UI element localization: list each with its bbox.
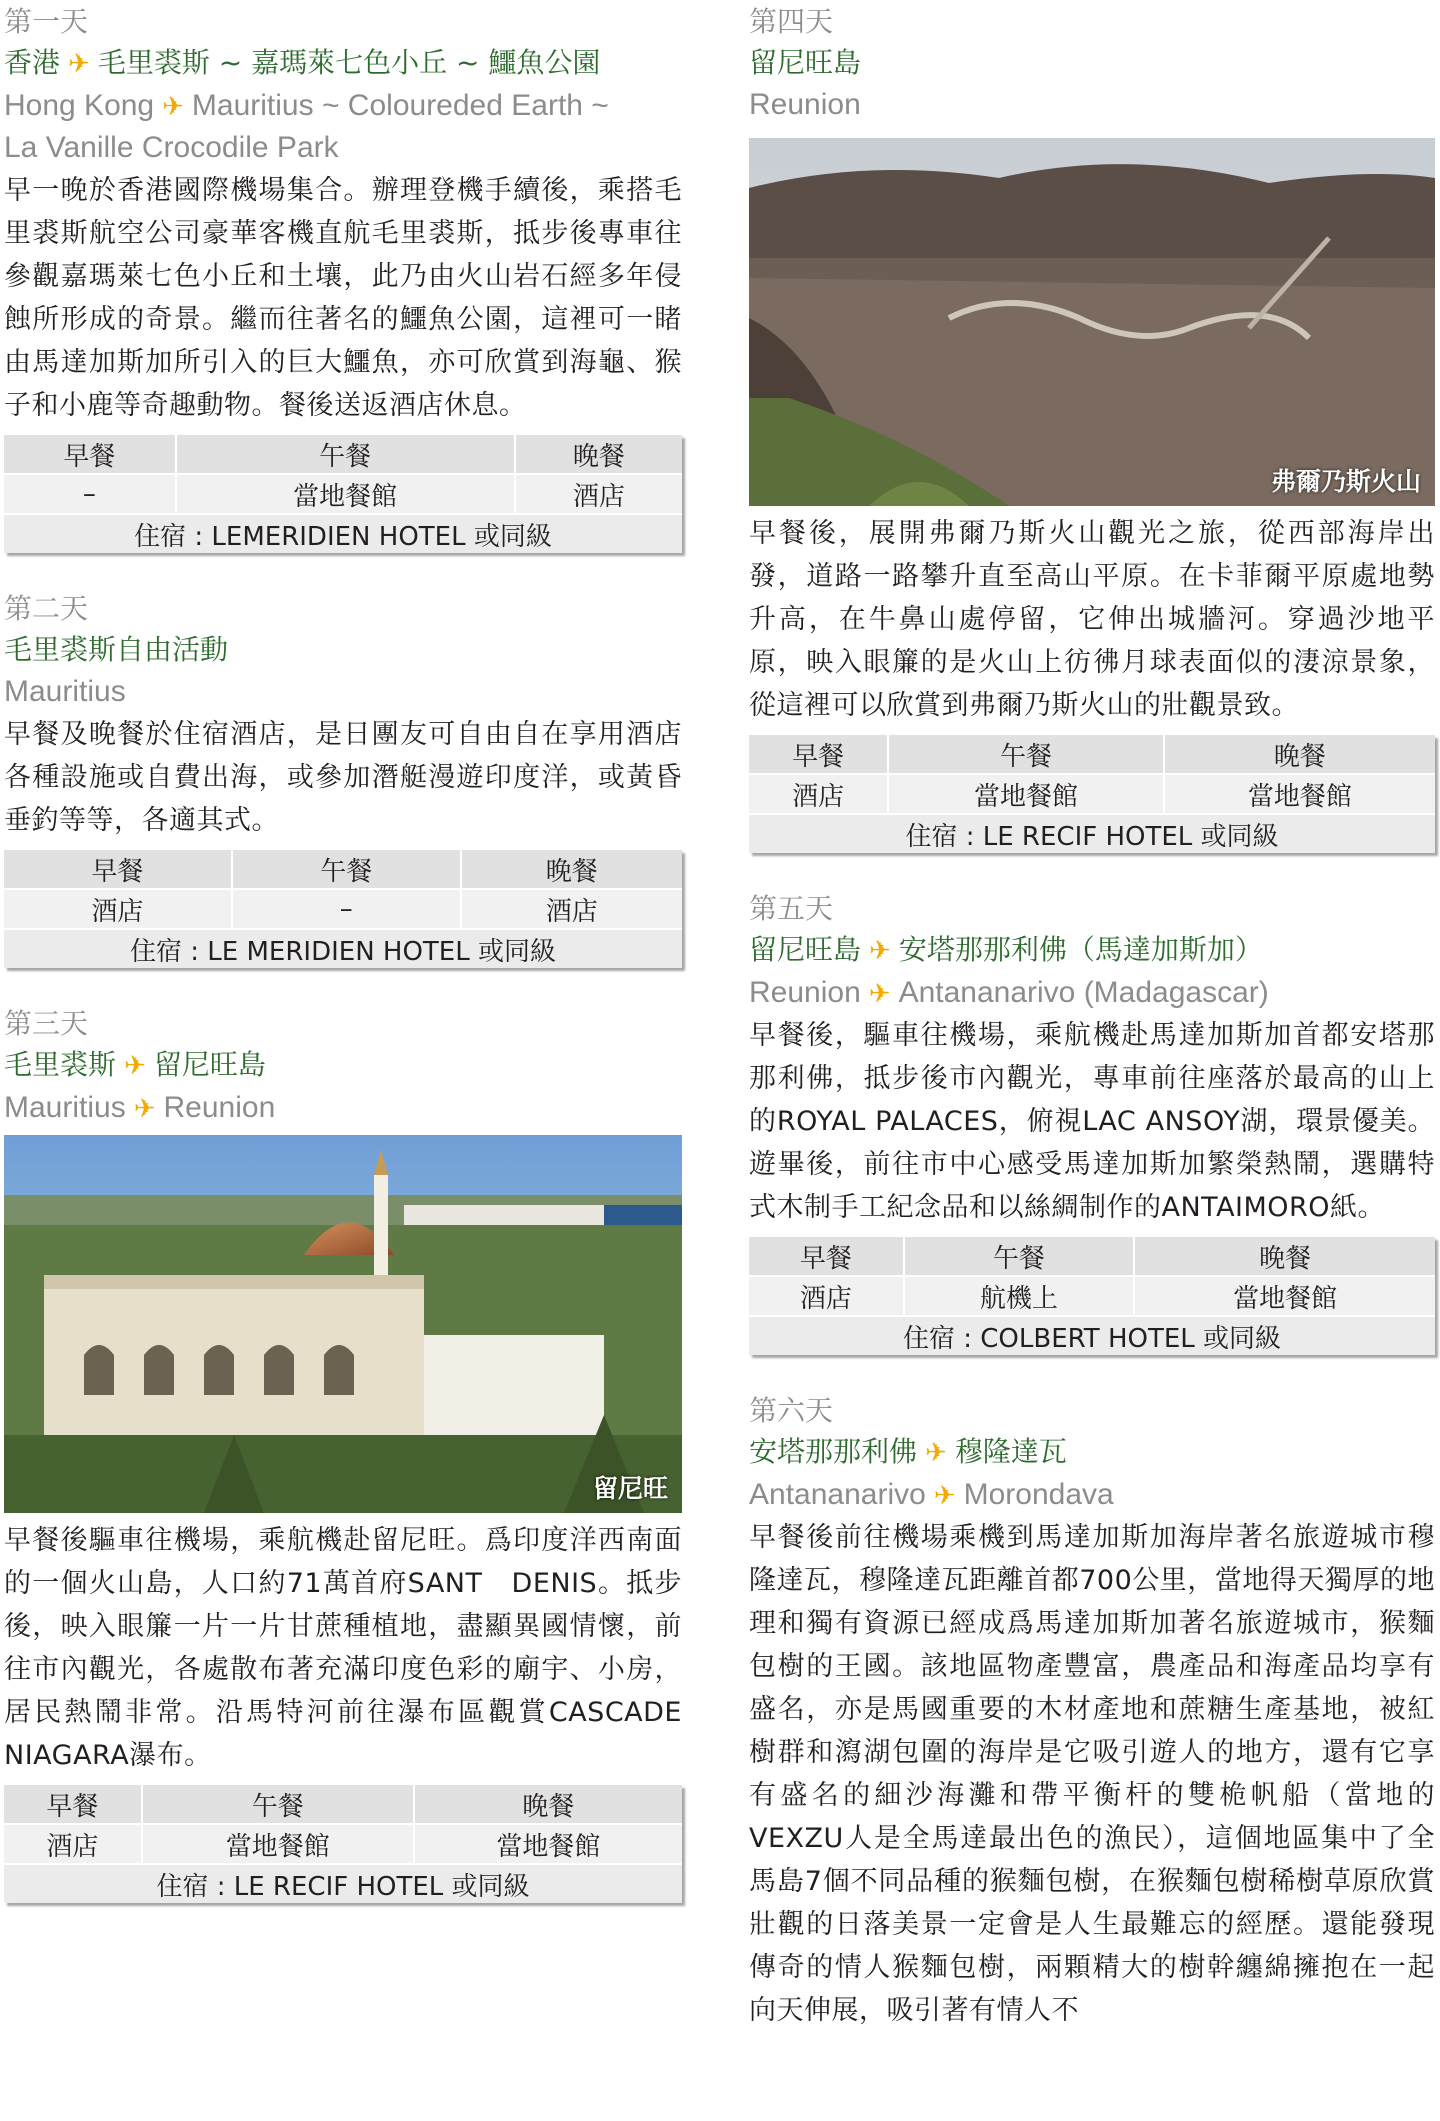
meal-table [4,1785,682,1903]
route-chinese [4,42,682,85]
route-origin-en: Hong Kong [4,89,155,122]
route-destination: 毛里裘斯 ~ 嘉瑪萊七色小丘 ~ 鱷魚公園 [97,46,601,79]
day-description: 早餐後，展開弗爾乃斯火山觀光之旅，從西部海岸出發，道路一路攀升直至高山平原。在卡菲爾平原處地勢升高，在牛鼻山處停留，它伸出城牆河。穿過沙地平原，映入眼簾的是火山上彷彿月球表面似的淒涼景象，從這裡可以欣賞到弗爾乃斯火山的壯觀景致。 [749,518,1435,721]
mosque-photo [4,1135,682,1513]
meal-header-lunch: 午餐 [177,435,516,475]
meal-header-dinner: 晚餐 [1135,1237,1435,1277]
airplane-icon: ✈ [868,978,891,1008]
route-origin-en: Reunion [749,976,861,1009]
meal-breakfast: – [4,475,177,515]
meal-header-dinner: 晚餐 [415,1785,682,1825]
route-destination: 穆隆達瓦 [954,1435,1067,1468]
route-origin-en: Antananarivo [749,1478,926,1511]
route-english [749,1474,1435,1516]
airplane-icon: ✈ [869,936,891,966]
route-chinese [4,1044,682,1087]
route-chinese: 留尼旺島 [749,46,862,79]
route-english [4,85,682,127]
meal-lunch: 航機上 [905,1277,1136,1317]
accommodation: 住宿 : COLBERT HOTEL 或同級 [749,1317,1435,1355]
meal-header-breakfast: 早餐 [749,735,889,775]
route-english: Reunion [749,88,861,121]
route-destination: 安塔那那利佛（馬達加斯加） [898,933,1263,966]
meal-table [4,850,682,968]
meal-dinner: 酒店 [462,890,682,930]
route-destination-en: Antananarivo (Madagascar) [898,976,1269,1009]
meal-breakfast: 酒店 [749,1277,905,1317]
day-6 [749,1391,1435,2032]
left-column [4,0,682,1903]
meal-lunch: 當地餐館 [143,1825,415,1865]
meal-header-lunch: 午餐 [905,1237,1136,1277]
airplane-icon: ✈ [133,1093,156,1123]
route-origin: 毛里裘斯 [4,1048,117,1081]
meal-header-breakfast: 早餐 [4,850,233,890]
day-description: 早餐及晚餐於住宿酒店，是日團友可自由自在享用酒店各種設施或自費出海，或參加潛艇漫遊印度洋，或黃昏垂釣等等，各適其式。 [4,719,682,836]
meal-lunch: 當地餐館 [177,475,516,515]
photo-caption: 弗爾乃斯火山 [1270,467,1421,496]
meal-header-lunch: 午餐 [889,735,1164,775]
volcano-illustration [749,138,1435,506]
meal-table [4,435,682,553]
photo-caption: 留尼旺 [592,1474,668,1503]
meal-header-breakfast: 早餐 [749,1237,905,1277]
mosque-illustration [4,1135,682,1513]
airplane-icon: ✈ [68,49,90,79]
day-label: 第六天 [749,1394,834,1427]
meal-header-breakfast: 早餐 [4,1785,143,1825]
accommodation: 住宿 : LE MERIDIEN HOTEL 或同級 [4,930,682,968]
meal-lunch: 當地餐館 [889,775,1164,815]
route-origin: 安塔那那利佛 [749,1435,918,1468]
meal-table [749,735,1435,853]
route-chinese [749,929,1435,972]
day-description: 早餐後前往機場乘機到馬達加斯加海岸著名旅遊城市穆隆達瓦，穆隆達瓦距離首都700公里，當地得天獨厚的地理和獨有資源已經成爲馬達加斯加著名旅遊城市，猴麵包樹的王國。該地區物產豐富，農產品和海產品均享有盛名，亦是馬國重要的木材產地和蔗糖生產基地，被紅樹群和瀉湖包圍的海岸是它吸引遊人的地方，還有它享有盛名的細沙海灘和帶平衡杆的雙桅帆船（當地的VEXZU人是全馬達最出色的漁民），這個地區集中了全馬島7個不同品種的猴麵包樹，在猴麵包樹稀樹草原欣賞壯觀的日落美景一定會是人生最難忘的經歷。還能發現傳奇的情人猴麵包樹，兩顆精大的樹幹纏綿擁抱在一起向天伸展，吸引著有情人不 [749,1522,1435,2026]
accommodation: 住宿 : LEMERIDIEN HOTEL 或同級 [4,515,682,553]
route-origin: 留尼旺島 [749,933,862,966]
route-origin: 香港 [4,46,61,79]
day-3 [4,1004,682,1903]
meal-lunch: – [233,890,462,930]
day-description: 早餐後驅車往機場，乘航機赴留尼旺。爲印度洋西南面的一個火山島，人口約71萬首府SANT DENIS。抵步後，映入眼簾一片一片甘蔗種植地，盡顯異國情懷，前往市內觀光，各處散布著充滿印度色彩的廟宇、小房，居民熱鬧非常。沿馬特河前往瀑布區觀賞CASCADE NIAGARA瀑布。 [4,1525,682,1771]
route-english [4,1087,682,1129]
day-1 [4,2,682,553]
accommodation: 住宿 : LE RECIF HOTEL 或同級 [749,815,1435,853]
meal-dinner: 當地餐館 [415,1825,682,1865]
meal-header-breakfast: 早餐 [4,435,177,475]
meal-table [749,1237,1435,1355]
meal-header-dinner: 晚餐 [1165,735,1435,775]
day-4 [749,2,1435,853]
accommodation: 住宿 : LE RECIF HOTEL 或同級 [4,1865,682,1903]
route-origin-en: Mauritius [4,1091,126,1124]
airplane-icon: ✈ [124,1051,146,1081]
day-label: 第四天 [749,5,834,38]
route-english [749,972,1435,1014]
route-english-line2: La Vanille Crocodile Park [4,131,339,164]
route-destination: 留尼旺島 [153,1048,266,1081]
meal-breakfast: 酒店 [4,1825,143,1865]
route-destination-en: Mauritius ~ Coloureded Earth ~ [191,89,609,122]
meal-breakfast: 酒店 [749,775,889,815]
airplane-icon: ✈ [162,91,184,121]
meal-dinner: 當地餐館 [1135,1277,1435,1317]
day-label: 第五天 [749,892,834,925]
airplane-icon: ✈ [925,1438,947,1468]
meal-dinner: 酒店 [516,475,682,515]
meal-dinner: 當地餐館 [1165,775,1435,815]
airplane-icon: ✈ [933,1480,956,1510]
day-label: 第二天 [4,592,89,625]
right-column [749,0,1435,2032]
meal-header-lunch: 午餐 [143,1785,415,1825]
day-description: 早一晚於香港國際機場集合。辦理登機手續後，乘搭毛里裘斯航空公司豪華客機直航毛里裘斯，抵步後專車往參觀嘉瑪萊七色小丘和土壤，此乃由火山岩石經多年侵蝕所形成的奇景。繼而往著名的鱷魚公園，這裡可一睹由馬達加斯加所引入的巨大鱷魚，亦可欣賞到海龜、猴子和小鹿等奇趣動物。餐後送返酒店休息。 [4,175,682,421]
route-destination-en: Reunion [163,1091,276,1124]
volcano-photo [749,138,1435,506]
meal-header-dinner: 晚餐 [462,850,682,890]
day-label: 第一天 [4,5,89,38]
meal-header-dinner: 晚餐 [516,435,682,475]
meal-header-lunch: 午餐 [233,850,462,890]
day-2 [4,589,682,968]
day-label: 第三天 [4,1007,89,1040]
route-chinese [749,1431,1435,1474]
day-description: 早餐後，驅車往機場，乘航機赴馬達加斯加首都安塔那那利佛，抵步後市內觀光，專車前往座落於最高的山上的ROYAL PALACES，俯視LAC ANSOY湖，環景優美。遊畢後，前往市中心感受馬達加斯加繁榮熱鬧，選購特式木制手工紀念品和以絲綢制作的ANTAIMORO紙。 [749,1020,1435,1223]
route-chinese: 毛里裘斯自由活動 [4,633,229,666]
route-destination-en: Morondava [963,1478,1114,1511]
day-5 [749,889,1435,1355]
route-english: Mauritius [4,675,126,708]
meal-breakfast: 酒店 [4,890,233,930]
